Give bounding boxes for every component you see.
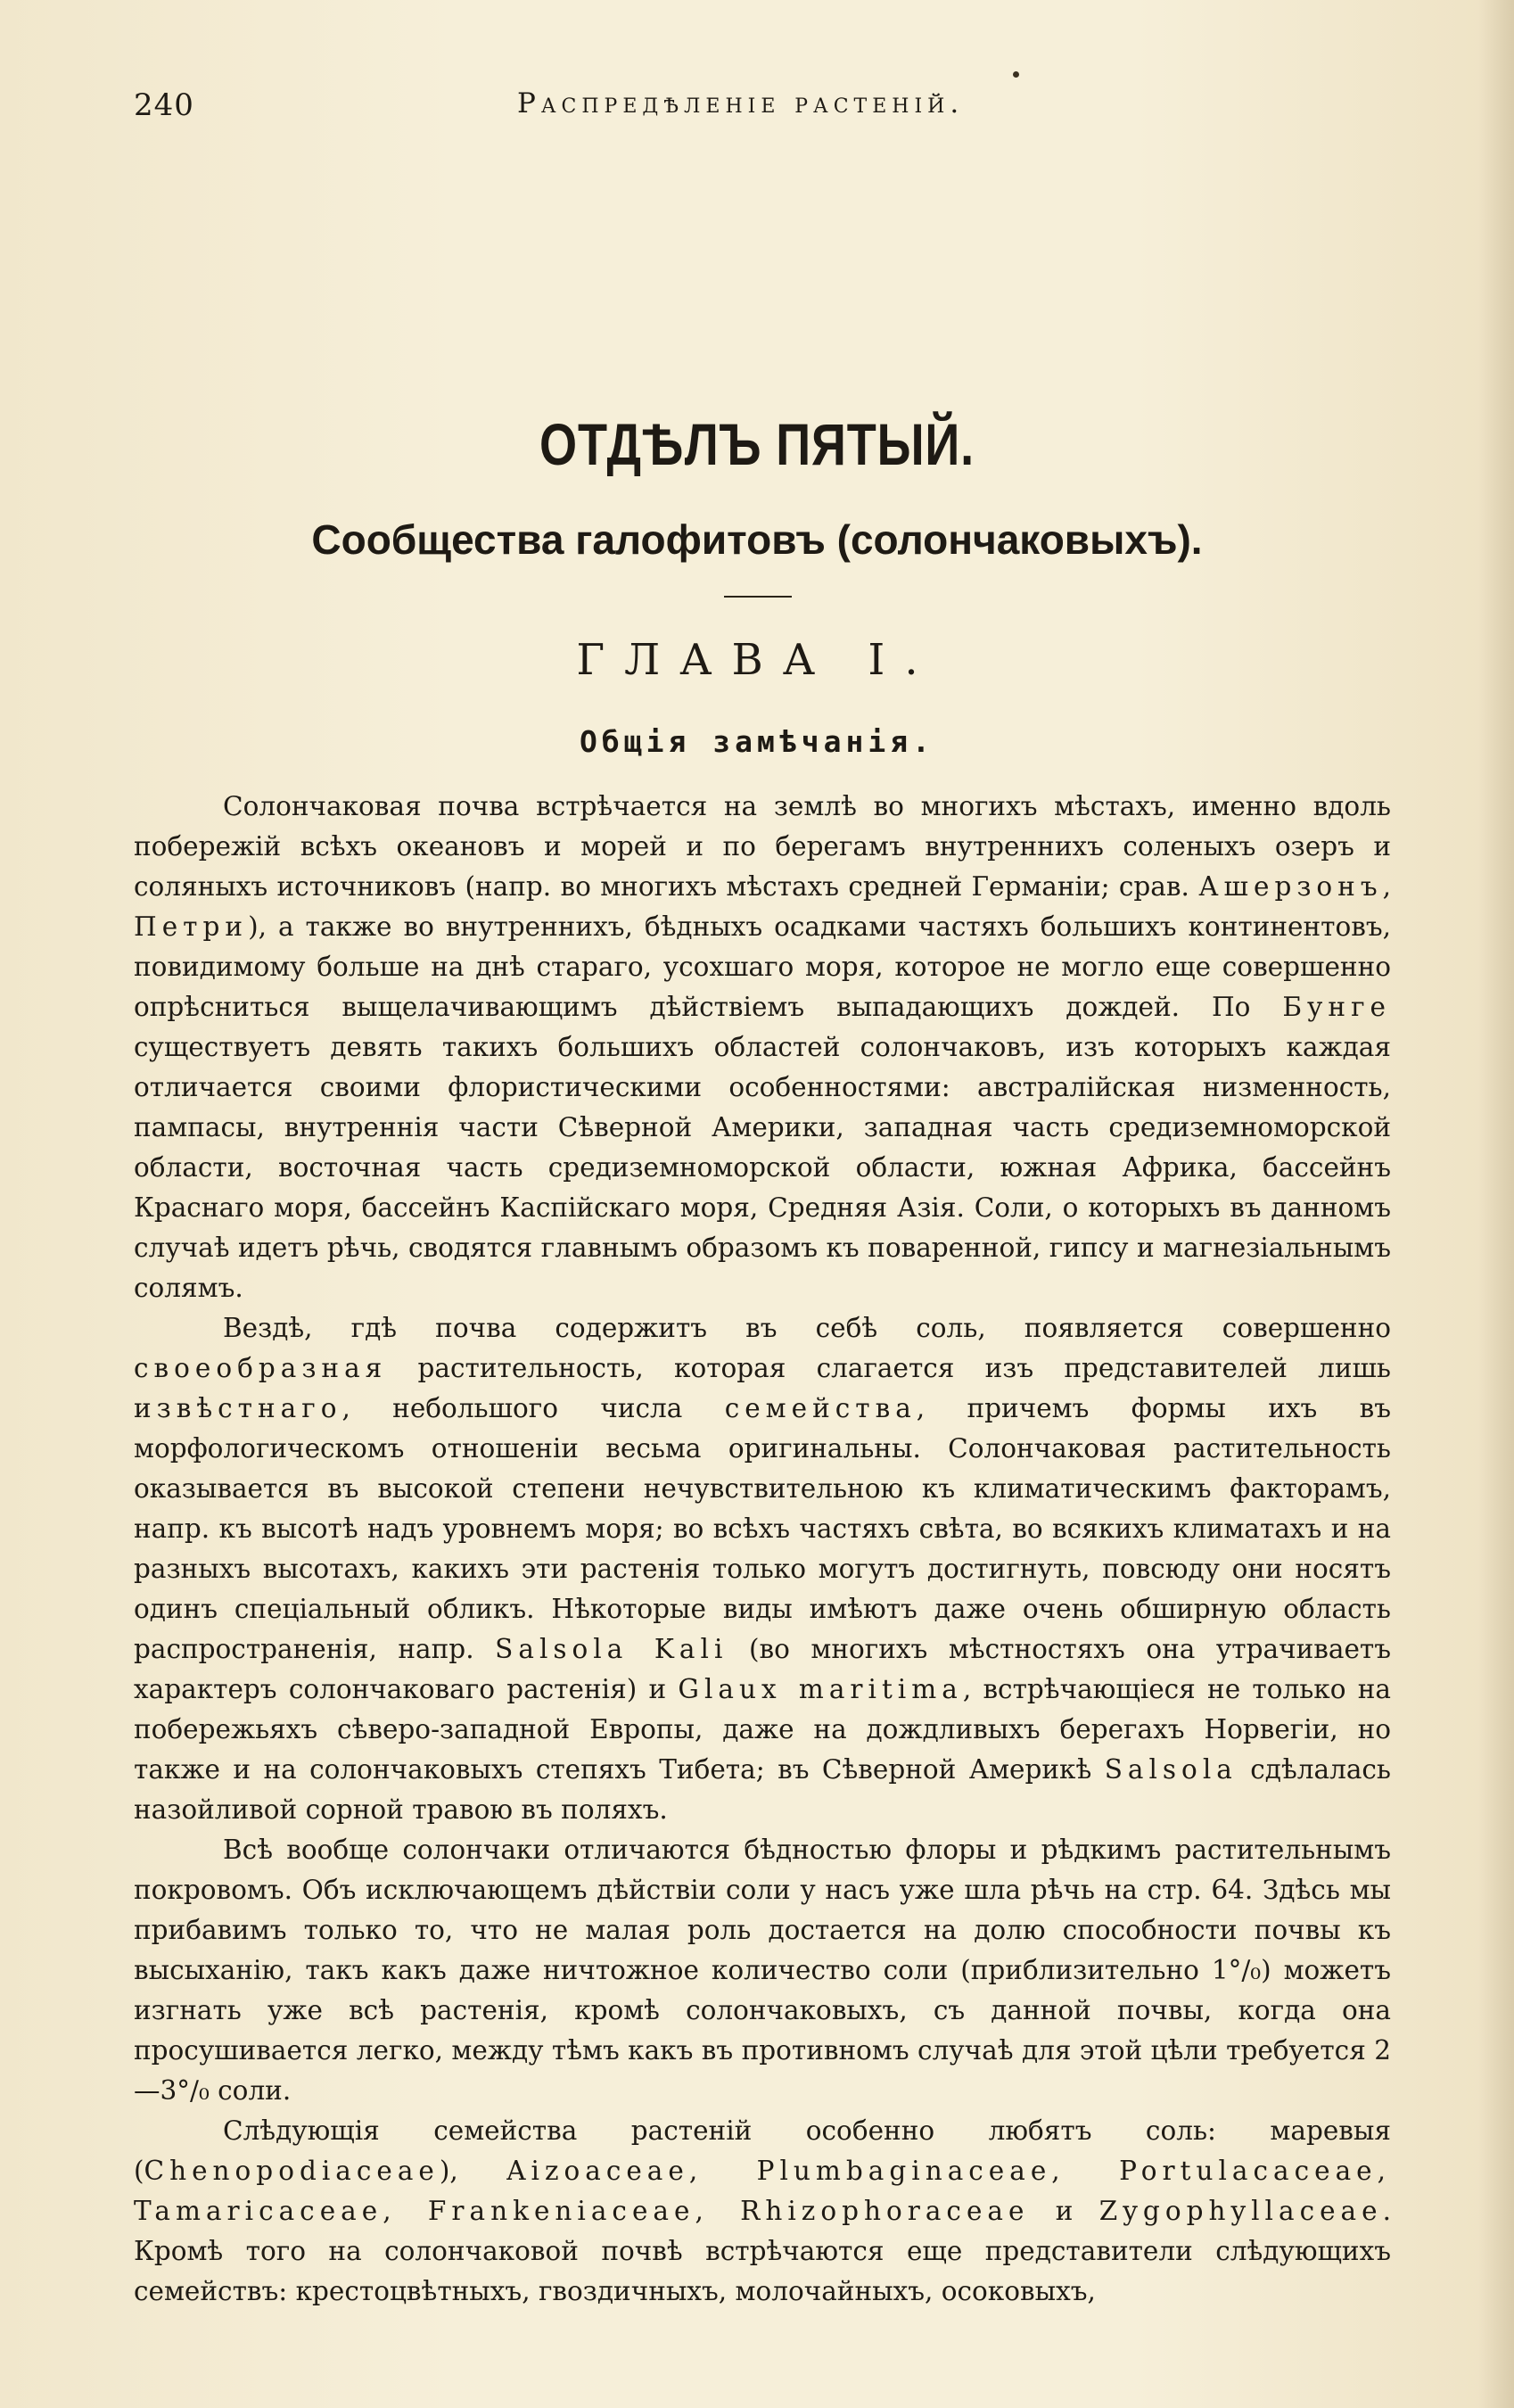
emphasized-text: Chenopodiaceae [144, 2156, 440, 2186]
paragraph [134, 1308, 1391, 1830]
text-run: (во многихъ мѣстностяхъ она утрачиваетъ характеръ солончаковаго растенія) и [134, 1634, 1391, 1704]
text-run: ), а также во внутреннихъ, бѣдныхъ осадками частяхъ большихъ континентовъ, повидимому больше на днѣ стараго, усохшаго моря, которое не могло еще совершенно опрѣсниться выщелачивающимъ дѣйствіемъ выпадающихъ дождей. По [134, 911, 1391, 1022]
text-run: , причемъ формы ихъ въ морфологическомъ отношеніи весьма оригинальны. Солончаковая растительность оказывается въ высокой степени нечувствительною къ климатическимъ факторамъ, напр. къ высотѣ надъ уровнемъ моря; во всѣхъ частяхъ свѣта, во всякихъ климатахъ и на разныхъ высотахъ, какихъ эти растенія только могутъ достигнуть, повсюду они носятъ одинъ спеціальный обликъ. Нѣкоторые виды имѣютъ даже очень обширную область распространенія, напр. [134, 1393, 1391, 1664]
text-run: , встрѣчающіеся не только на побережьяхъ сѣверо-западной Европы, даже на дождливыхъ берегахъ Норвегіи, но также и на солончаковыхъ степяхъ Тибета; въ Сѣверной Америкѣ [134, 1674, 1391, 1785]
text-run: Слѣдующія семейства растеній особенно любятъ соль: маревыя ( [134, 2115, 1391, 2186]
running-head: Распредѣленіе растеній. [517, 87, 965, 120]
divider-rule [724, 596, 792, 598]
text-run: , [1382, 871, 1391, 902]
paragraph [134, 1830, 1391, 2111]
emphasized-text: Glaux maritima [678, 1674, 963, 1704]
text-run: , небольшого числа [341, 1393, 725, 1423]
ink-speck [1013, 71, 1019, 78]
page-edge-shadow [1478, 0, 1514, 2408]
emphasized-text: своеобразная [134, 1353, 388, 1383]
emphasized-text: Salsola Kali [495, 1634, 728, 1664]
text-run: . Кромѣ того на солончаковой почвѣ встрѣчаются еще представители слѣдующихъ семействъ: крестоцвѣтныхъ, гвоздичныхъ, молочайныхъ, осоковыхъ, [134, 2196, 1391, 2306]
page-number: 240 [134, 87, 194, 123]
section-title: Общія замѣчанія. [580, 724, 934, 759]
text-run: Всѣ вообще солончаки отличаются бѣдностью флоры и рѣдкимъ растительнымъ покровомъ. Объ исключающемъ дѣйствіи соли у насъ уже шла рѣчь на стр. 64. Здѣсь мы прибавимъ только то, что не малая роль достается на долю способности почвы къ высыханію, такъ какъ даже ничтожное количество соли (приблизительно 1°/₀) можетъ изгнать уже всѣ растенія, кромѣ солончаковыхъ, съ данной почвы, когда она просушивается легко, между тѣмъ какъ въ противномъ случаѣ для этой цѣли требуется 2—3°/₀ соли. [134, 1835, 1391, 2106]
text-run: Солончаковая почва встрѣчается на землѣ во многихъ мѣстахъ, именно вдоль побережій всѣхъ океановъ и морей и по берегамъ внутреннихъ соленыхъ озеръ и соляныхъ источниковъ (напр. во многихъ мѣстахъ средней Германіи; срав. [134, 791, 1391, 902]
body-text [134, 787, 1391, 2312]
emphasized-text: Zygophyllaceae [1098, 2196, 1383, 2226]
text-run: сдѣлалась назойливой сорной травою въ поляхъ. [134, 1754, 1391, 1825]
emphasized-text: извѣстнаго [134, 1393, 342, 1423]
emphasized-text: Salsola [1104, 1754, 1238, 1785]
text-run: и [1029, 2196, 1099, 2226]
emphasized-text: Бунге [1282, 992, 1391, 1022]
text-run: существуетъ девять такихъ большихъ областей солончаковъ, изъ которыхъ каждая отличается своими флористическими особенностями: австралійская низменность, пампасы, внутреннія части Сѣверной Америки, западная часть средиземноморской области, восточная часть средиземноморской области, южная Африка, бассейнъ Краснаго моря, бассейнъ Каспійскаго моря, Средняя Азія. Соли, о которыхъ въ данномъ случаѣ идетъ рѣчь, сводятся главнымъ образомъ къ поваренной, гипсу и магнезіальнымъ солямъ. [134, 1032, 1391, 1303]
emphasized-text: семейства [724, 1393, 917, 1423]
chapter-title: ГЛАВА І. [576, 635, 938, 685]
emphasized-text: Aizoaceae, Plumbaginaceae, Portulacaceae, Tamaricaceae, Frankeniaceae, Rhizophoraceae [134, 2156, 1392, 2226]
text-run: Вездѣ, гдѣ почва содержитъ въ себѣ соль, появляется совершенно [223, 1313, 1391, 1343]
text-run: растительность, которая слагается изъ представителей лишь [387, 1353, 1391, 1383]
paragraph [134, 2111, 1391, 2312]
page-header [134, 87, 1391, 132]
emphasized-text: Петри [134, 911, 249, 942]
text-run: ), [439, 2156, 507, 2186]
part-title: ОТДѢЛЪ ПЯТЫЙ. [539, 411, 975, 477]
emphasized-text: Ашерзонъ [1198, 871, 1383, 902]
part-subtitle: Сообщества галофитовъ (солончаковыхъ). [311, 516, 1203, 563]
paragraph [134, 787, 1391, 1308]
